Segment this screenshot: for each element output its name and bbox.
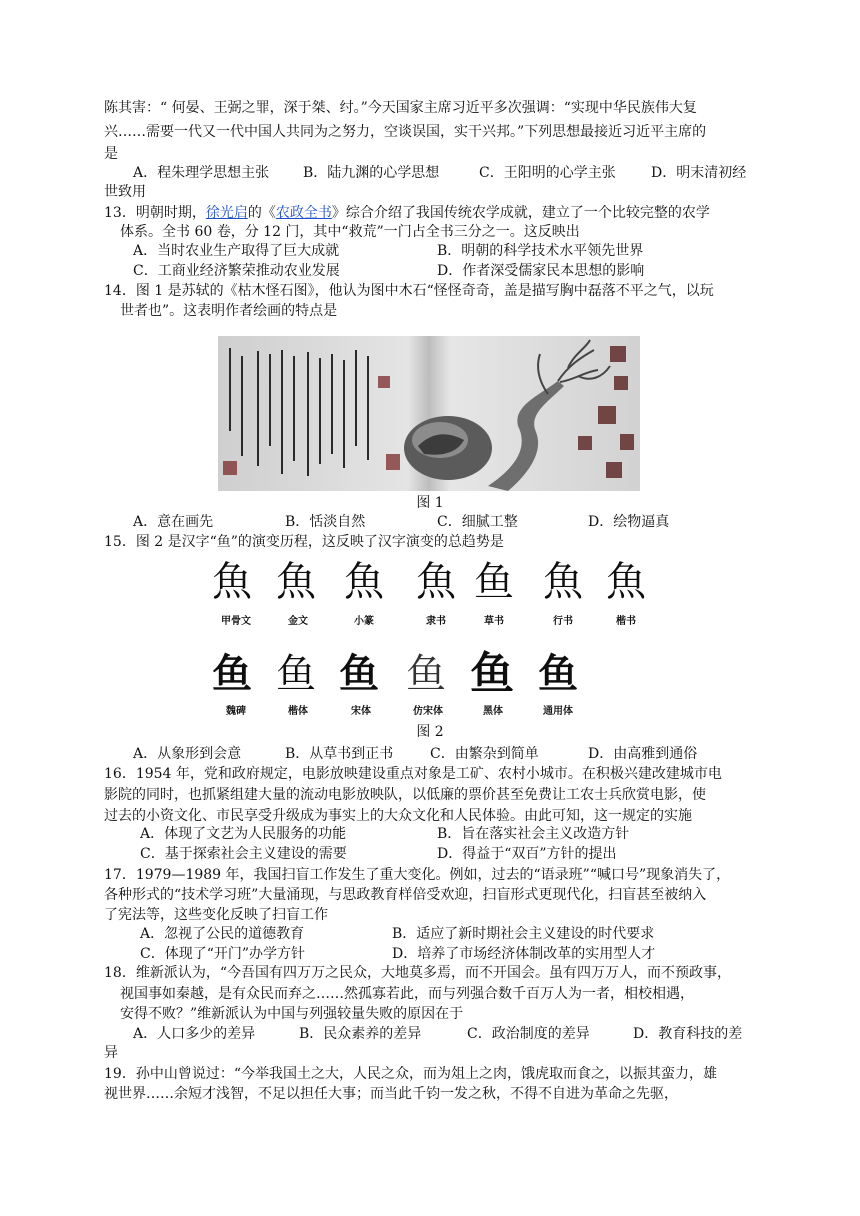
figure-2-caption: 图 2 (416, 724, 444, 740)
q12-option-a: A．程朱理学思想主张 (133, 165, 270, 181)
figure-1-caption: 图 1 (416, 495, 444, 511)
q14-option-d: D．绘物逼真 (588, 514, 670, 530)
q18-line-2: 视国事如秦越，是有众民而弃之……然孤寡若此，而与列强合数千百万人为一者，相校相遇， (120, 986, 694, 1002)
q19-line-2: 视世界……余短才浅智，不足以担任大事；而当此千钧一发之秋，不得不自进为革命之先驱， (104, 1086, 678, 1102)
label-weibei: 魏碑 (226, 706, 246, 717)
glyph-songti: 鱼 (339, 650, 379, 697)
q12-line-3: 是 (104, 146, 118, 162)
q13-line-1 (104, 203, 710, 223)
q13-option-d: D．作者深受儒家民本思想的影响 (437, 263, 645, 279)
q16-option-a: A．体现了文艺为人民服务的功能 (140, 826, 347, 842)
glyph-common: 鱼 (538, 651, 578, 697)
q17-line-2: 各种形式的“技术学习班”大量涌现，与思政教育样倍受欢迎，扫盲形式更现代化，扫盲甚至被纳入 (104, 887, 707, 903)
label-clerical: 隶书 (426, 616, 446, 627)
label-bronze: 金文 (288, 616, 308, 627)
q18-option-b: B．民众素养的差异 (299, 1026, 422, 1042)
label-fangsong: 仿宋体 (413, 706, 443, 717)
q18-line-3: 安得不败？”维新派认为中国与列强较量失败的原因在于 (120, 1006, 464, 1022)
label-cursive: 草书 (484, 616, 504, 627)
glyph-weibei: 鱼 (212, 651, 252, 697)
q15-option-d: D．由高雅到通俗 (588, 746, 698, 762)
q15-option-c: C．由繁杂到简单 (430, 746, 539, 762)
q13-option-c: C．工商业经济繁荣推动农业发展 (133, 263, 340, 279)
q13-option-a: A．当时农业生产取得了巨大成就 (133, 243, 340, 259)
q18-option-d: D．教育科技的差 (633, 1026, 743, 1042)
q13-line-2: 体系。全书 60 卷，分 12 门，其中“救荒”一门占全书三分之一。这反映出 (120, 224, 580, 240)
q13-post: 》综合介绍了我国传统农学成就，建立了一个比较完整的农学 (331, 205, 710, 221)
q19-line-1: 19．孙中山曾说过：“今举我国土之大，人民之众，而为俎上之肉，饿虎取而食之，以振其蛮力，雄 (104, 1066, 717, 1082)
label-regular: 楷书 (616, 616, 636, 627)
q14-line-1: 14．图 1 是苏轼的《枯木怪石图》，他认为图中木石“怪怪奇奇，盖是描写胸中磊落不平之气，以玩 (104, 283, 714, 299)
q15-option-b: B．从草书到正书 (285, 746, 394, 762)
q17-option-b: B．适应了新时期社会主义建设的时代要求 (392, 926, 655, 942)
q14-option-b: B．恬淡自然 (285, 514, 366, 530)
glyph-oracle-bone: 魚 (212, 559, 252, 605)
q12-line-1: 陈其害：“ 何晏、王弼之罪，深于桀、纣。”今天国家主席习近平多次强调：“实现中华民族伟大复 (104, 100, 697, 116)
link-nongzheng-quanshu[interactable]: 农政全书 (275, 205, 332, 221)
q12-option-c: C．王阳明的心学主张 (479, 165, 616, 181)
q17-option-d: D．培养了市场经济体制改革的实用型人才 (392, 946, 656, 962)
q14-option-c: C．细腻工整 (437, 514, 518, 530)
q13-option-b: B．明朝的科学技术水平领先世界 (437, 243, 644, 259)
label-common: 通用体 (543, 706, 573, 717)
q17-option-a: A．忽视了公民的道德教育 (140, 926, 305, 942)
q17-option-c: C．体现了“开门”办学方针 (140, 946, 306, 962)
label-kaiti: 楷体 (288, 706, 308, 717)
q16-line-2: 影院的同时，也抓紧组建大量的流动电影放映队，以低廉的票价甚至免费让工农士兵欣赏电影，使 (104, 787, 706, 803)
q18-line-1: 18．维新派认为，“今吾国有四万万之民众，大地莫多焉，而不开国会。虽有四万万人，而不预政事， (104, 965, 731, 981)
q15-line-1: 15．图 2 是汉字“鱼”的演变历程，这反映了汉字演变的总趋势是 (104, 534, 504, 550)
q18-option-a: A．人口多少的差异 (133, 1026, 256, 1042)
glyph-kaiti: 鱼 (276, 651, 316, 697)
q16-option-c: C．基于探索社会主义建设的需要 (140, 846, 347, 862)
glyph-running: 魚 (543, 559, 583, 605)
q13-mid: 的《 (247, 205, 276, 221)
label-running: 行书 (553, 616, 573, 627)
glyph-bronze: 魚 (276, 559, 316, 605)
glyph-regular: 魚 (606, 559, 646, 605)
q14-option-a: A．意在画先 (133, 514, 214, 530)
label-songti: 宋体 (351, 706, 371, 717)
glyph-cursive: 鱼 (474, 559, 514, 605)
q12-line-2: 兴……需要一代又一代中国人共同为之努力，空谈误国，实干兴邦。”下列思想最接近习近平主席的 (104, 124, 707, 140)
glyph-fangsong: 鱼 (406, 651, 446, 697)
q15-option-a: A．从象形到会意 (133, 746, 242, 762)
q17-line-3: 了宪法等，这些变化反映了扫盲工作 (104, 907, 328, 923)
link-xu-guangqi[interactable]: 徐光启 (205, 205, 248, 221)
glyph-small-seal: 魚 (344, 559, 384, 605)
q12-option-d: D．明末清初经 (651, 165, 747, 181)
painting-illustration (218, 336, 640, 491)
q18-option-c: C．政治制度的差异 (467, 1026, 590, 1042)
q16-option-b: B．旨在落实社会主义改造方针 (437, 826, 630, 842)
q16-line-3: 过去的小资文化、市民享受升级成为事实上的大众文化和人民体验。由此可知，这一规定的实施 (104, 808, 692, 824)
q17-line-1: 17．1979—1989 年，我国扫盲工作发生了重大变化。例如，过去的“语录班”“喊口号”现象消失了， (104, 867, 731, 883)
label-oracle-bone: 甲骨文 (221, 616, 251, 627)
label-small-seal: 小篆 (354, 616, 374, 627)
q16-line-1: 16．1954 年，党和政府规定，电影放映建设重点对象是工矿、农村小城市。在积极兴建改建城市电 (104, 766, 722, 782)
glyph-clerical: 魚 (416, 559, 456, 605)
q18-option-d-cont: 异 (104, 1045, 118, 1061)
glyph-heiti: 鱼 (470, 648, 514, 699)
figure-1-painting (218, 336, 640, 491)
label-heiti: 黑体 (483, 706, 503, 717)
q13-pre: 13．明朝时期， (104, 205, 206, 221)
q14-line-2: 世者也”。这表明作者绘画的特点是 (120, 303, 338, 319)
q12-option-d-cont: 世致用 (104, 184, 146, 200)
q12-option-b: B．陆九渊的心学思想 (303, 165, 440, 181)
q16-option-d: D．得益于“双百”方针的提出 (437, 846, 617, 862)
